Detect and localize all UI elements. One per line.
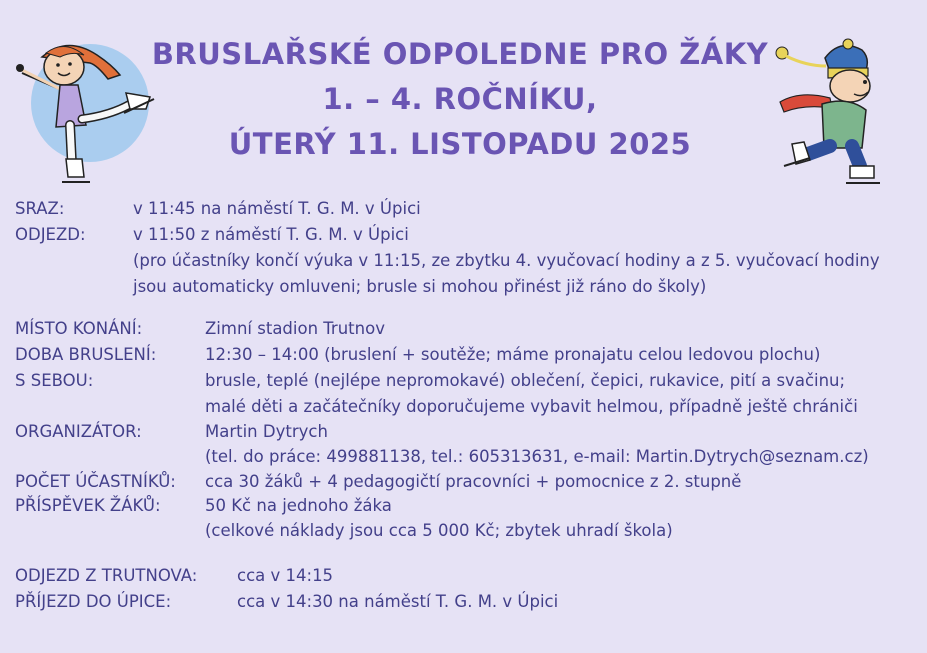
sebou-label: S SEBOU: — [15, 371, 94, 390]
prispevek-value: 50 Kč na jednoho žáka — [205, 496, 392, 515]
prijezd-upice-label: PŘÍJEZD DO ÚPICE: — [15, 592, 172, 611]
odjezd-trutnov-value: cca v 14:15 — [237, 566, 334, 585]
odjezd-value: v 11:50 z náměstí T. G. M. v Úpici — [133, 225, 409, 244]
sraz-value: v 11:45 na náměstí T. G. M. v Úpici — [133, 199, 421, 218]
odjezd-trutnov-label: ODJEZD Z TRUTNOVA: — [15, 566, 198, 585]
pocet-value: cca 30 žáků + 4 pedagogičtí pracovníci + pomocnice z 2. stupně — [205, 472, 742, 491]
boy-skater-icon — [770, 38, 890, 186]
title-line-3: ÚTERÝ 11. LISTOPADU 2025 — [228, 127, 692, 161]
sraz-label: SRAZ: — [15, 199, 65, 218]
pocet-label: POČET ÚČASTNÍKŮ: — [15, 472, 176, 491]
organizator-label: ORGANIZÁTOR: — [15, 422, 142, 441]
sebou-value-line-1: brusle, teplé (nejlépe nepromokavé) oblečení, čepici, rukavice, pití a svačinu; — [205, 371, 846, 390]
sebou-value-line-2: malé děti a začátečníky doporučujeme vybavit helmou, případně ještě chrániči — [205, 397, 858, 416]
odjezd-label: ODJEZD: — [15, 225, 86, 244]
prispevek-note: (celkové náklady jsou cca 5 000 Kč; zbytek uhradí škola) — [205, 521, 673, 540]
odjezd-note-line-1: (pro účastníky končí výuka v 11:15, ze zbytku 4. vyučovací hodiny a z 5. vyučovací hodiny — [133, 251, 880, 270]
doba-value: 12:30 – 14:00 (bruslení + soutěže; máme pronajatu celou ledovou plochu) — [205, 345, 821, 364]
prijezd-upice-value: cca v 14:30 na náměstí T. G. M. v Úpici — [237, 592, 559, 611]
prispevek-label: PŘÍSPĚVEK ŽÁKŮ: — [15, 496, 161, 515]
title-line-1: BRUSLAŘSKÉ ODPOLEDNE PRO ŽÁKY — [151, 37, 769, 71]
girl-figure-skater-icon — [12, 35, 162, 190]
misto-value: Zimní stadion Trutnov — [205, 319, 385, 338]
misto-label: MÍSTO KONÁNÍ: — [15, 319, 143, 338]
organizator-contact: (tel. do práce: 499881138, tel.: 605313631, e-mail: Martin.Dytrych@seznam.cz) — [205, 447, 869, 466]
doba-label: DOBA BRUSLENÍ: — [15, 345, 157, 364]
title-line-2: 1. – 4. ROČNÍKU, — [322, 82, 598, 116]
odjezd-note-line-2: jsou automaticky omluveni; brusle si mohou přinést již ráno do školy) — [133, 277, 707, 296]
organizator-value: Martin Dytrych — [205, 422, 328, 441]
